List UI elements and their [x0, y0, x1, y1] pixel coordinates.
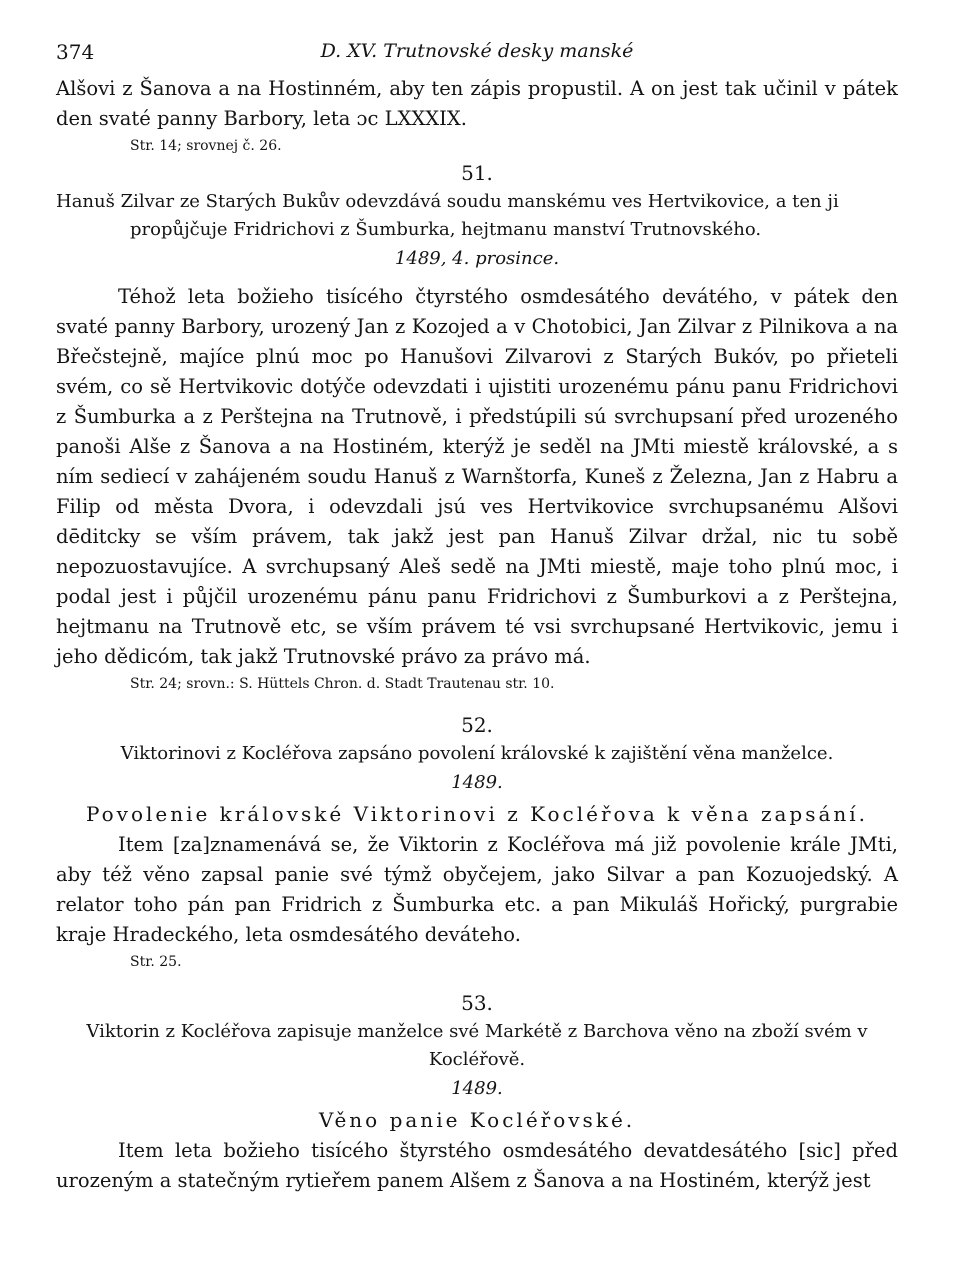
entry-53-summary: Viktorin z Kocléřova zapisuje manželce své Markétě z Barchova věno na zboží svém v Kocléřově. — [86, 1021, 868, 1070]
entry-52-reference: Str. 25. — [130, 954, 182, 970]
document-page — [56, 34, 898, 1196]
entry-53-heading: Věno panie Kocléřovské. — [318, 1108, 636, 1132]
entry-52-body: Item [za]znamenává se, že Viktorin z Kocléřova má již povolenie krále JMti, aby též věno zapsal panie své týmž obyčejem, jako Silvar a pan Kozuojedský. A relator toho pán pan Fridrich z Šumburka etc. a pan Mikuláš Hořický, purgrabie kraje Hradeckého, leta osmdesátého deváteho. — [56, 833, 898, 946]
page-header — [56, 34, 898, 74]
page-number: 374 — [56, 40, 95, 64]
entry-53-body: Item leta božieho tisícého štyrstého osmdesátého devatdesátého [sic] před urozeným a statečným rytieřem panem Alšem z Šanova a na Hostiném, kterýž jest — [56, 1139, 898, 1192]
entry-52-summary: Viktorinovi z Kocléřova zapsáno povolení královské k zajištění věna manželce. — [120, 743, 834, 764]
continuation-paragraph: Alšovi z Šanova a na Hostinném, aby ten zápis propustil. A on jest tak učinil v pátek den svaté panny Barbory, leta ɔc LXXXIX. — [56, 77, 898, 130]
entry-53-number: 53. — [461, 991, 493, 1015]
entry-52-number: 52. — [461, 713, 493, 737]
entry-51-number: 51. — [461, 161, 493, 185]
entry-52-date: 1489. — [451, 772, 503, 793]
entry-51-date: 1489, 4. prosince. — [394, 248, 560, 269]
entry-51-summary: Hanuš Zilvar ze Starých Bukův odevzdává soudu manskému ves Hertvikovice, a ten ji propůjčuje Fridrichovi z Šumburka, hejtmanu manství Trutnovského. — [56, 191, 839, 240]
running-title: D. XV. Trutnovské desky manské — [320, 40, 634, 62]
entry-53-date: 1489. — [451, 1078, 503, 1099]
entry-51-body: Téhož leta božieho tisícého čtyrstého osmdesátého devátého, v pátek den svaté panny Barbory, urozený Jan z Kozojed a v Chotobici, Jan Zilvar z Pilnikova a na Břečstejně, majíce plnú moc po Hanušovi Zilvarovi z Starých Bukóv, po přieteli svém, co sě Hertvikovic dotýče odevzdati i ujistiti urozenému pánu panu Fridrichovi z Šumburka a z Perštejna na Trutnově, i předstúpili sú svrchupsaní před urozeného panoši Alše z Šanova a na Hostiném, kterýž je seděl na JMti miestě královské, a s ním sediecí v zahájeném soudu Hanuš z Warnštorfa, Kuneš z Železna, Jan z Habru a Filip od města Dvora, i odevzdali jsú ves Hertvikovice svrchupsanému Alšovi dēditcky se vším právem, tak jakž jest pan Hanuš Zilvar držal, nic tu sobě nepozuostavujíce. A svrchupsaný Aleš sedě na JMti miestě, maje toho plnú moc, i podal jest i půjčil urozenému pánu panu Fridrichovi z Šumburkovi a z Perštejna, hejtmanu na Trutnově etc, se vším právem té vsi svrchupsané Hertvikovic, jemu i jeho dědicóm, tak jakž Trutnovské právo za právo má. — [56, 285, 898, 668]
entry-51-reference: Str. 24; srovn.: S. Hüttels Chron. d. Stadt Trautenau str. 10. — [130, 676, 555, 692]
entry-52-heading: Povolenie královské Viktorinovi z Kocléřova k věna zapsání. — [85, 802, 869, 826]
continuation-reference: Str. 14; srovnej č. 26. — [130, 138, 282, 154]
